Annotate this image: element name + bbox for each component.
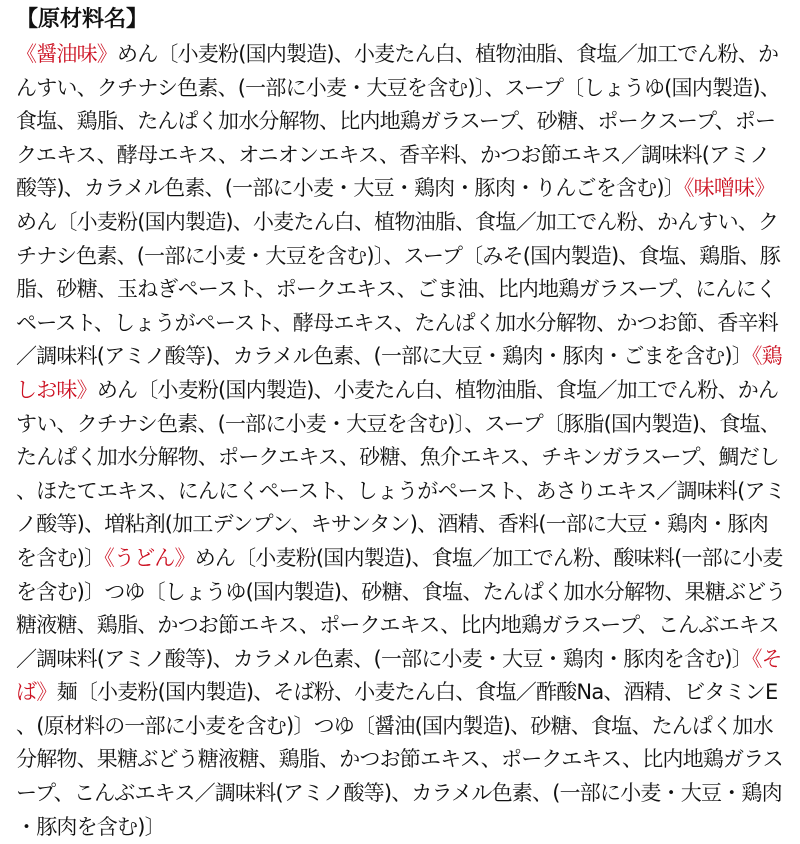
flavor-udon-ingredients: めん〔小麦粉(国内製造)、食塩／加工でん粉、酸味料(一部に小麦を含む)〕つゆ〔しょうゆ(国内製造)、砂糖、食塩、たんぱく加水分解物、果糖ぶどう糖液糖、鶏脂、かつお節エキス、ポークエキス、比内地鶏ガラスープ、こんぶエキス／調味料(アミノ酸等)、カラメル色素、(一部に小麦・大豆・鶏肉・豚肉を含む)〕 (16, 545, 786, 671)
flavor-shoyu-ingredients: めん〔小麦粉(国内製造)、小麦たん白、植物油脂、食塩／加工でん粉、かんすい、クチナシ色素、(一部に小麦・大豆を含む)〕、スープ〔しょうゆ(国内製造)、食塩、鶏脂、たんぱく加水分解物、比内地鶏ガラスープ、砂糖、ポークスープ、ポークエキス、酵母エキス、オニオンエキス、香辛料、かつお節エキス／調味料(アミノ酸等)、カラメル色素、(一部に小麦・大豆・鶏肉・豚肉・りんごを含む)〕 (16, 42, 780, 201)
flavor-soba-ingredients: 麺〔小麦粉(国内製造)、そば粉、小麦たん白、食塩／酢酸Na、酒精、ビタミンE、(原材料の一部に小麦を含む)〕つゆ〔醤油(国内製造)、砂糖、食塩、たんぱく加水分解物、果糖ぶどう糖液糖、鶏脂、かつお節エキス、ポークエキス、比内地鶏ガラスープ、こんぶエキス／調味料(アミノ酸等)、カラメル色素、(一部に小麦・大豆・鶏肉・豚肉を含む)〕 (16, 680, 783, 839)
flavor-soba-heading: 《そば》 (16, 646, 782, 705)
flavor-tori-shio-ingredients: めん〔小麦粉(国内製造)、小麦たん白、植物油脂、食塩／加工でん粉、かんすい、クチナシ色素、(一部に小麦・大豆を含む)〕、スープ〔豚脂(国内製造)、食塩、たんぱく加水分解物、ポークエキス、砂糖、魚介エキス、チキンガラスープ、鯛だし、ほたてエキス、にんにくペースト、しょうがペースト、あさりエキス／調味料(アミノ酸等)、増粘剤(加工デンプン、キサンタン)、酒精、香料(一部に大豆・鶏肉・豚肉を含む)〕 (16, 377, 785, 570)
flavor-tori-shio-heading: 《鶏しお味》 (16, 344, 782, 402)
ingredients-label (16, 0, 788, 839)
ingredients-text (16, 38, 788, 844)
flavor-shoyu-heading: 《醤油味》 (16, 42, 117, 66)
flavor-udon-heading: 《うどん》 (104, 545, 195, 570)
flavor-miso-ingredients: めん〔小麦粉(国内製造)、小麦たん白、植物油脂、食塩／加工でん粉、かんすい、クチナシ色素、(一部に小麦・大豆を含む)〕、スープ〔みそ(国内製造)、食塩、鶏脂、豚脂、砂糖、玉ねぎペースト、ポークエキス、ごま油、比内地鶏ガラスープ、にんにくペースト、しょうがペースト、酵母エキス、たんぱく加水分解物、かつお節、香辛料／調味料(アミノ酸等)、カラメル色素、(一部に大豆・鶏肉・豚肉・ごまを含む)〕 (16, 209, 780, 369)
label-title: 【原材料名】 (16, 7, 149, 32)
flavor-miso-heading: 《味噌味》 (683, 176, 775, 201)
